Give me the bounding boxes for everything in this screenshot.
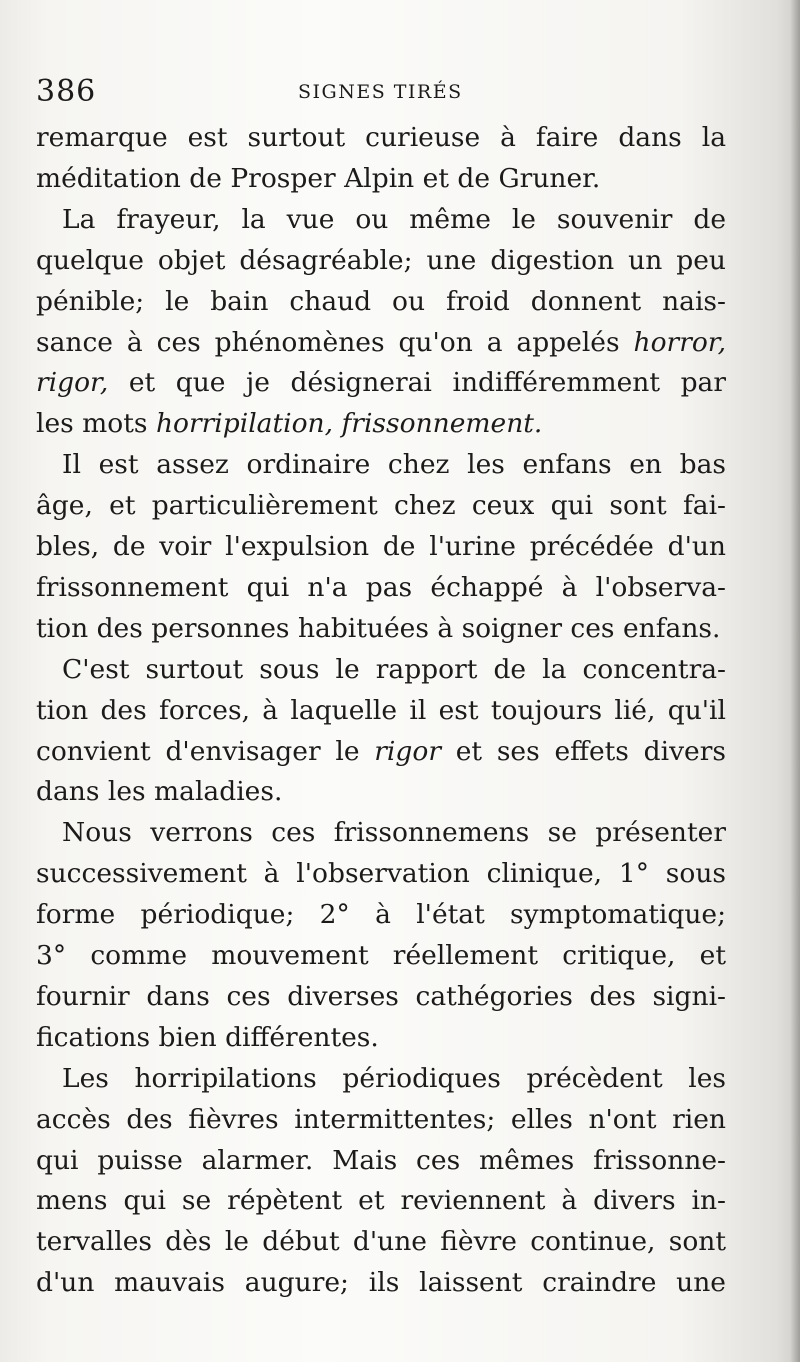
italic-term: rigor (374, 735, 441, 767)
text-line: successivement à l'observation clinique, 1° sous (36, 858, 726, 890)
text-line: pénible; le bain chaud ou froid donnent nais- (36, 285, 726, 317)
running-title: SIGNES TIRÉS (298, 81, 463, 103)
italic-term: horror, (633, 326, 726, 358)
text-line: rigor, et que je désignerai indifféremment par (36, 367, 726, 399)
text-line: forme périodique; 2° à l'état symptomatique; (36, 899, 726, 931)
text-line: les mots horripilation, frissonnement. (36, 408, 543, 440)
text-line: La frayeur, la vue ou même le souvenir de (62, 203, 726, 235)
text-line: 3° comme mouvement réellement critique, et (36, 940, 726, 971)
text-line: fournir dans ces diverses cathégories des signi- (36, 980, 726, 1012)
text-line: accès des fièvres intermittentes; elles n'ont rien (36, 1103, 726, 1135)
text-line: méditation de Prosper Alpin et de Gruner. (36, 162, 601, 194)
text-line: d'un mauvais augure; ils laissent craindre une (36, 1267, 726, 1299)
text-line: quelque objet désagréable; une digestion un peu (36, 244, 726, 276)
text-line: C'est surtout sous le rapport de la concentra- (62, 653, 726, 685)
text-line: Il est assez ordinaire chez les enfans en bas (62, 449, 726, 481)
text-line: fications bien différentes. (36, 1021, 379, 1053)
text-line: dans les maladies. (36, 776, 283, 808)
text-line: remarque est surtout curieuse à faire dans la (36, 122, 726, 153)
text-line: âge, et particulièrement chez ceux qui sont fai- (36, 490, 726, 522)
text-line: tervalles dès le début d'une fièvre continue, sont (36, 1226, 726, 1258)
text-line: mens qui se répètent et reviennent à divers in- (36, 1185, 726, 1217)
italic-term: rigor, (36, 367, 109, 399)
italic-term: horripilation, frissonnement. (155, 408, 543, 440)
text-line: bles, de voir l'expulsion de l'urine précédée d'un (36, 531, 726, 562)
page-number: 386 (36, 74, 97, 109)
text-line: tion des personnes habituées à soigner ces enfans. (36, 612, 721, 644)
text-line: qui puisse alarmer. Mais ces mêmes frissonne- (36, 1144, 726, 1176)
text-line: frissonnement qui n'a pas échappé à l'observa- (36, 571, 726, 603)
text-line: sance à ces phénomènes qu'on a appelés horror, (36, 326, 726, 358)
text-line: convient d'envisager le rigor et ses effets divers (36, 735, 726, 767)
text-line: tion des forces, à laquelle il est toujours lié, qu'il (36, 694, 726, 726)
text-line: Les horripilations périodiques précèdent les (62, 1062, 726, 1094)
text-line: Nous verrons ces frissonnemens se présenter (62, 817, 726, 849)
